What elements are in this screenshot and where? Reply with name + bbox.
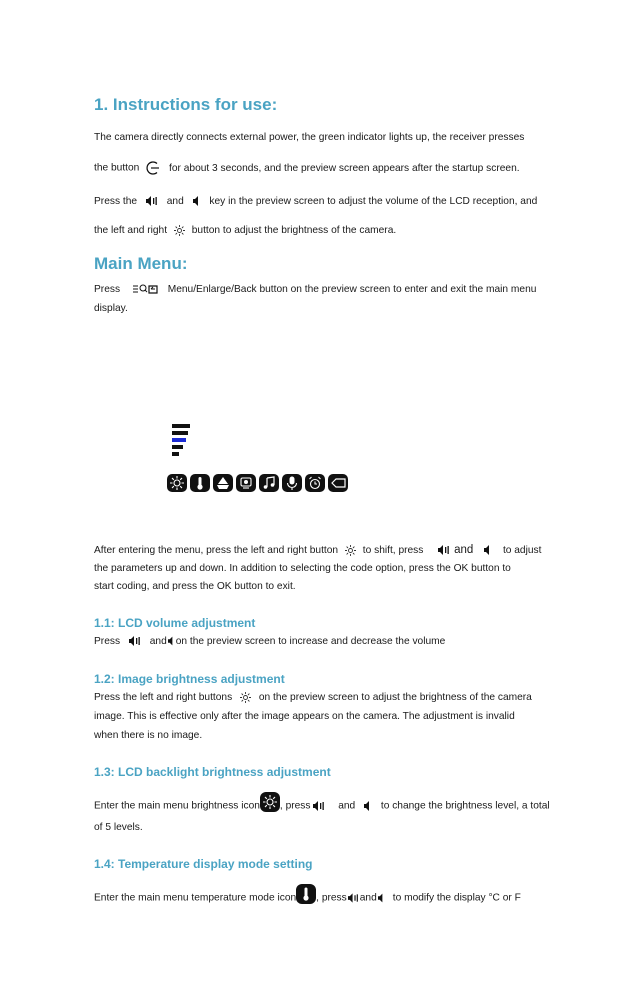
- menu-back-icon: [328, 474, 348, 492]
- menu-thermometer-icon: [190, 474, 210, 492]
- section-1-3-line-2: of 5 levels.: [94, 822, 143, 833]
- level-bar-selected: [172, 438, 186, 442]
- level-bar: [172, 424, 190, 428]
- volume-down-icon: [193, 196, 201, 206]
- section-1-line-1: The camera directly connects external power, the green indicator lights up, the receiver presses: [94, 132, 525, 143]
- menu-camera-icon: [236, 474, 256, 492]
- volume-up-icon: [146, 196, 158, 206]
- section-1-4-title: 1.4: Temperature display mode setting: [94, 857, 313, 871]
- brightness-level-bars: [172, 424, 190, 459]
- main-menu-line-2: display.: [94, 303, 128, 314]
- section-1-3-line-1: Enter the main menu brightness icon , press and to change the brightness level, a total: [94, 796, 550, 816]
- volume-up-icon: [313, 801, 325, 811]
- section-1-2-line-3: when there is no image.: [94, 730, 203, 741]
- section-1-1-title: 1.1: LCD volume adjustment: [94, 616, 256, 630]
- brightness-menu-icon: [260, 792, 280, 812]
- volume-down-icon: [484, 545, 492, 555]
- brightness-icon: [174, 225, 185, 236]
- brightness-icon: [240, 692, 251, 703]
- menu-music-icon: [259, 474, 279, 492]
- menu-alarm-icon: [305, 474, 325, 492]
- thermometer-menu-icon: [296, 884, 316, 904]
- section-1-2-line-1: Press the left and right buttons on the preview screen to adjust the brightness of the camera: [94, 692, 532, 703]
- section-1-1-text: Press and on the preview screen to increase and decrease the volume: [94, 636, 446, 647]
- menu-enlarge-back-icon: [133, 283, 159, 295]
- section-1-3-title: 1.3: LCD backlight brightness adjustment: [94, 765, 331, 779]
- level-bar: [172, 431, 188, 435]
- section-1-line-4: the left and right button to adjust the brightness of the camera.: [94, 225, 397, 236]
- after-menu-line-1: After entering the menu, press the left and right button to shift, press and to adjust: [94, 544, 542, 556]
- volume-down-icon: [364, 801, 372, 811]
- after-menu-line-2: the parameters up and down. In addition to selecting the code option, press the OK button to: [94, 563, 511, 574]
- main-menu-line-1: Press Menu/Enlarge/Back button on the preview screen to enter and exit the main menu: [94, 284, 537, 295]
- volume-down-icon: [378, 893, 385, 903]
- menu-microphone-icon: [282, 474, 302, 492]
- volume-up-icon: [348, 893, 359, 903]
- main-menu-icon-row: [167, 474, 348, 492]
- level-bar: [172, 452, 179, 456]
- after-menu-line-3: start coding, and press the OK button to exit.: [94, 581, 296, 592]
- section-1-2-line-2: image. This is effective only after the image appears on the camera. The adjustment is invalid: [94, 711, 515, 722]
- volume-down-icon: [168, 636, 175, 646]
- brightness-icon: [345, 545, 356, 556]
- menu-brightness-icon: [167, 474, 187, 492]
- main-menu-title: Main Menu:: [94, 254, 188, 273]
- volume-up-icon: [438, 545, 450, 555]
- section-1-line-3: Press the and key in the preview screen to adjust the volume of the LCD reception, and: [94, 196, 538, 207]
- power-icon: [144, 160, 160, 176]
- level-bar: [172, 445, 183, 449]
- section-1-title: 1. Instructions for use:: [94, 95, 278, 114]
- menu-ship-icon: [213, 474, 233, 492]
- section-1-2-title: 1.2: Image brightness adjustment: [94, 672, 285, 686]
- volume-up-icon: [129, 636, 141, 646]
- section-1-4-line-1: Enter the main menu temperature mode icon , press and to modify the display °C or F: [94, 888, 521, 908]
- section-1-line-2: the button for about 3 seconds, and the preview screen appears after the startup screen.: [94, 160, 520, 176]
